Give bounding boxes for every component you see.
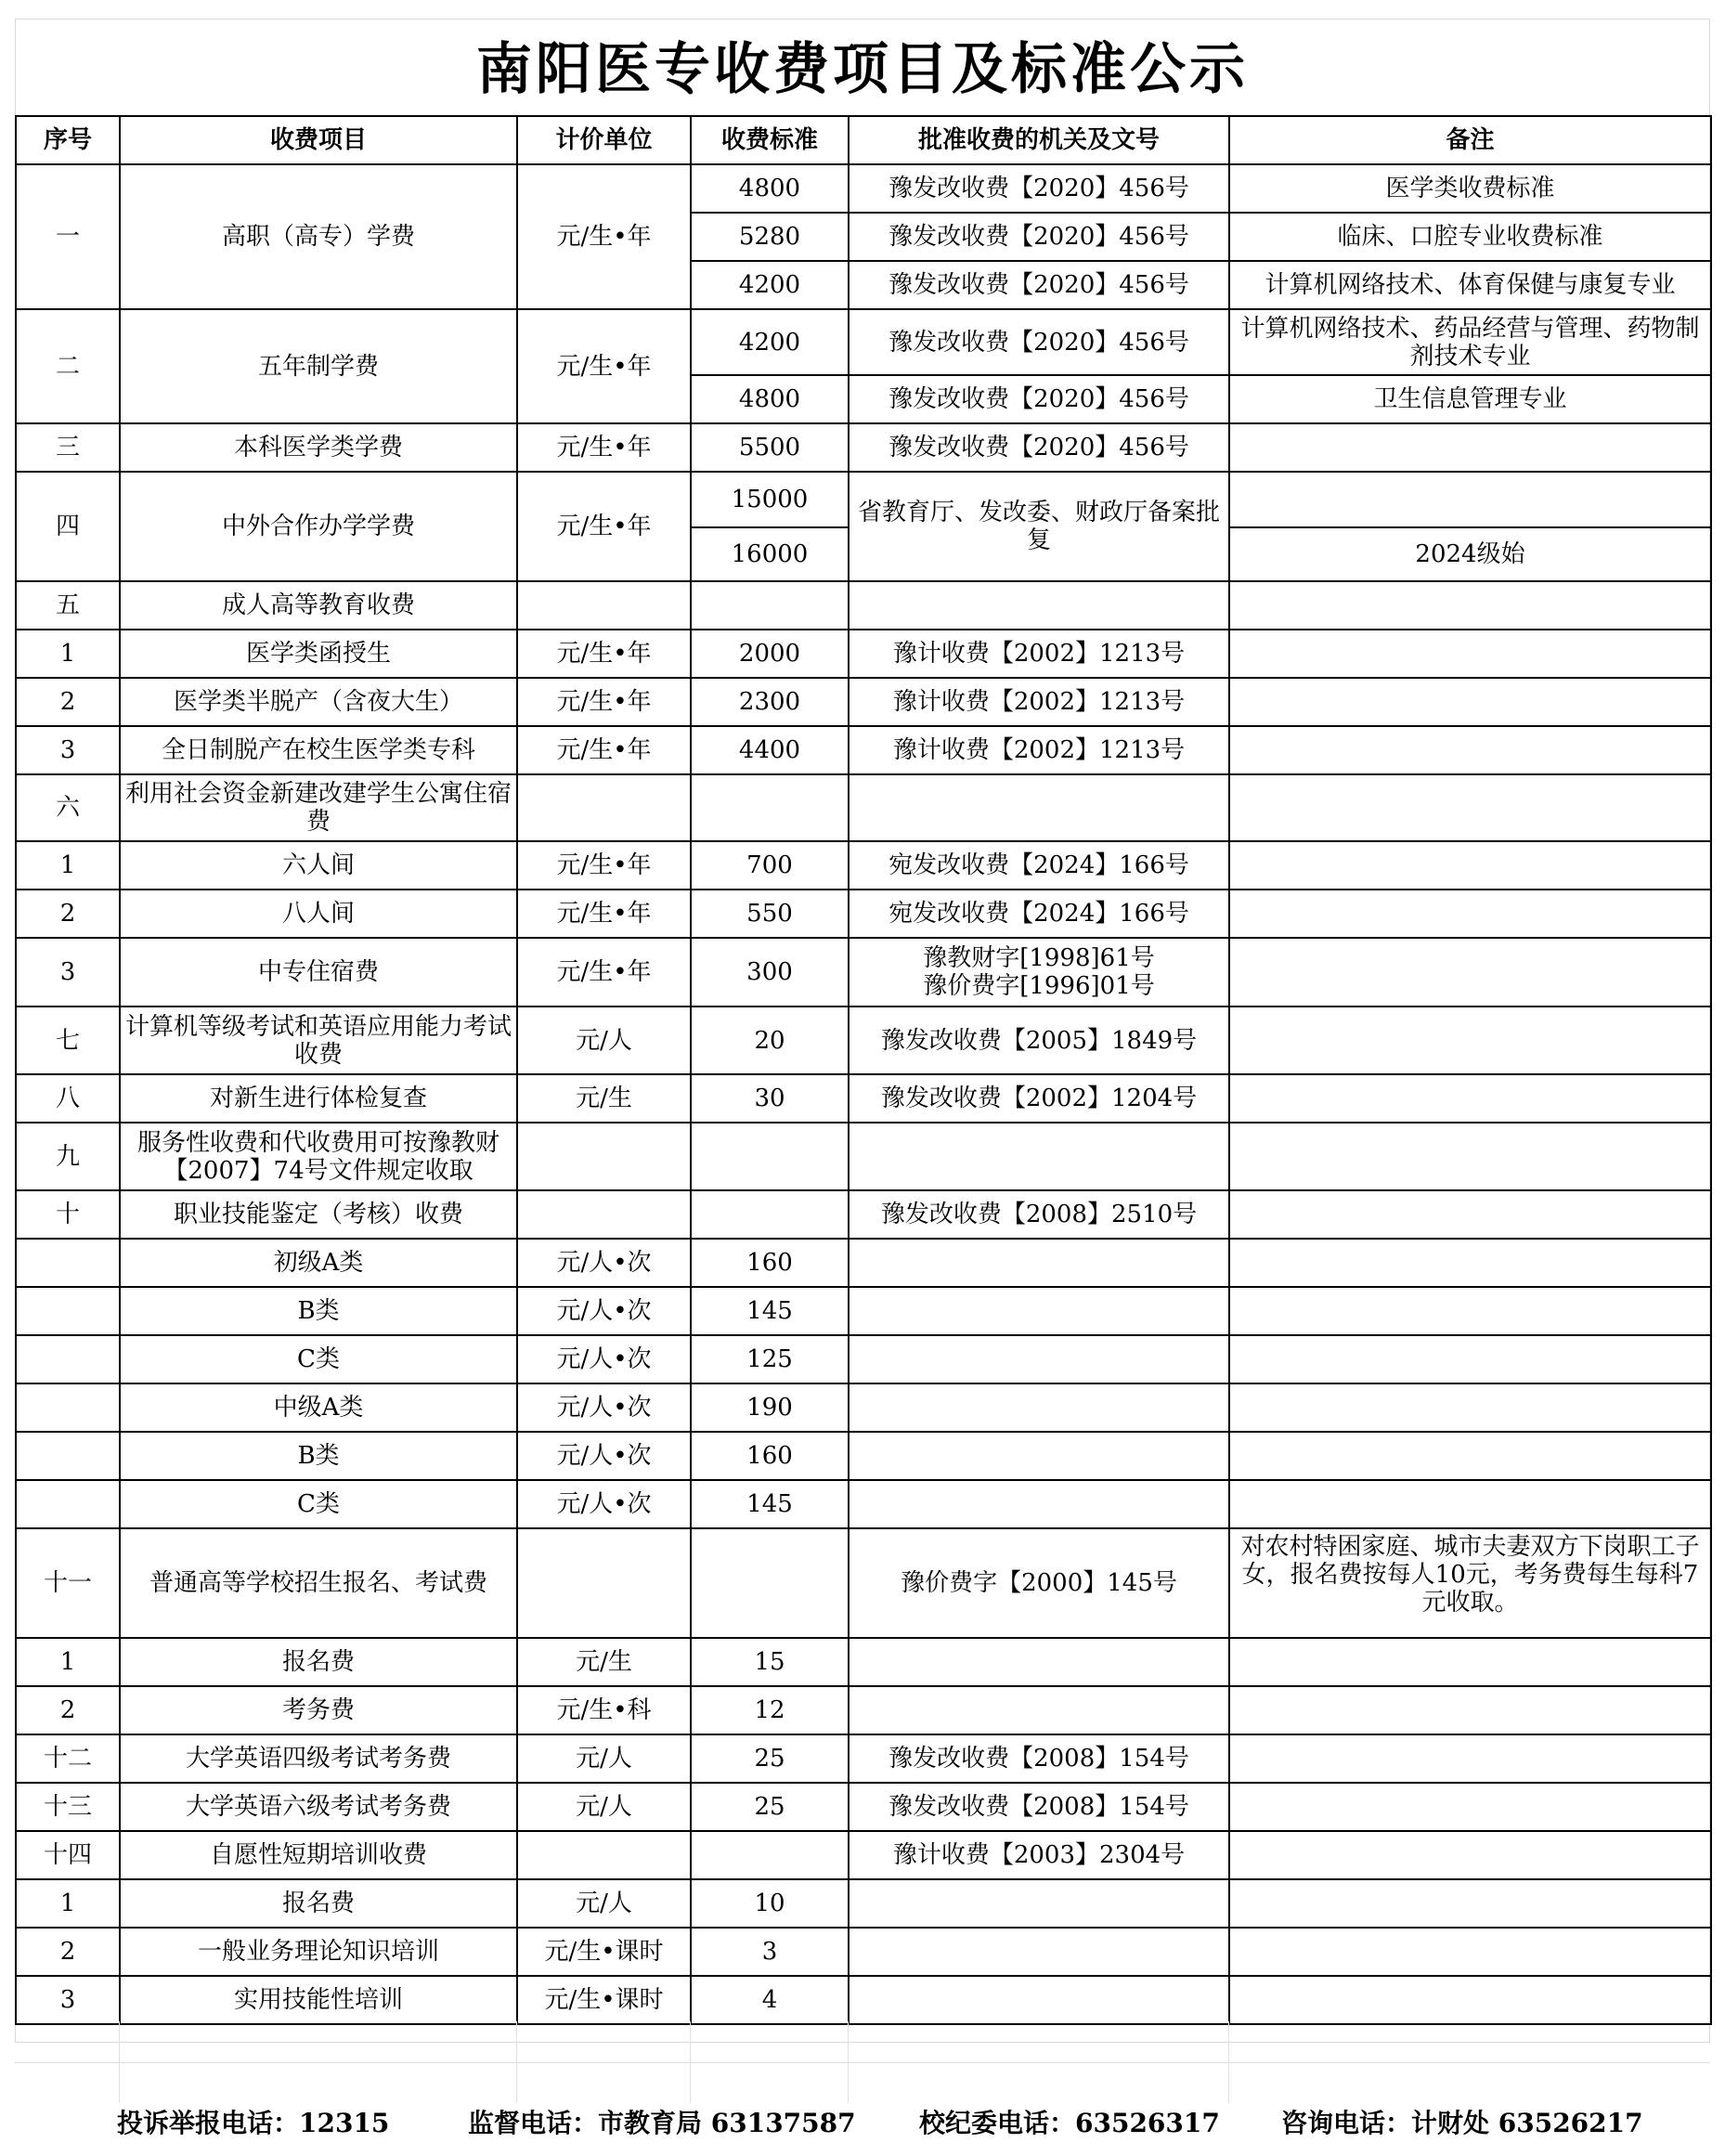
cell-authority: 豫发改收费【2020】456号 — [849, 375, 1229, 423]
table-row — [16, 841, 1711, 890]
cell-standard: 4200 — [691, 309, 849, 375]
cell-standard: 3 — [691, 1928, 849, 1976]
cell-no: 2 — [16, 1928, 120, 1976]
table-row — [16, 1074, 1711, 1123]
header-standard: 收费标准 — [691, 116, 849, 164]
table-row — [16, 678, 1711, 726]
cell-authority: 宛发改收费【2024】166号 — [849, 841, 1229, 890]
fee-table — [15, 115, 1712, 2025]
cell-item: 自愿性短期培训收费 — [120, 1831, 517, 1879]
cell-standard: 160 — [691, 1432, 849, 1480]
cell-no: 1 — [16, 841, 120, 890]
cell-item: 利用社会资金新建改建学生公寓住宿费 — [120, 774, 517, 841]
cell-no: 1 — [16, 1879, 120, 1928]
table-header-row — [16, 116, 1711, 164]
cell-unit: 元/生•科 — [517, 1686, 691, 1734]
table-row — [16, 1734, 1711, 1783]
cell-standard: 5280 — [691, 213, 849, 261]
cell-remark: 2024级始 — [1229, 527, 1711, 581]
cell-standard: 25 — [691, 1783, 849, 1831]
cell-authority: 豫发改收费【2008】154号 — [849, 1734, 1229, 1783]
header-unit: 计价单位 — [517, 116, 691, 164]
cell-standard: 25 — [691, 1734, 849, 1783]
cell-unit: 元/人•次 — [517, 1383, 691, 1432]
cell-no: 十二 — [16, 1734, 120, 1783]
cell-remark: 对农村特困家庭、城市夫妻双方下岗职工子女，报名费按每人10元，考务费每生每科7元收取。 — [1229, 1528, 1711, 1638]
table-row — [16, 630, 1711, 678]
cell-standard: 550 — [691, 890, 849, 938]
table-row — [16, 1638, 1711, 1686]
cell-item: 中专住宿费 — [120, 938, 517, 1007]
consult-phone: 咨询电话：计财处 63526217 — [1281, 2108, 1643, 2138]
cell-authority — [849, 1383, 1229, 1432]
table-row — [16, 1007, 1711, 1074]
cell-no: 三 — [16, 423, 120, 472]
cell-remark: 计算机网络技术、药品经营与管理、药物制剂技术专业 — [1229, 309, 1711, 375]
cell-authority: 豫发改收费【2020】456号 — [849, 164, 1229, 213]
cell-standard — [691, 1123, 849, 1190]
cell-no — [16, 1480, 120, 1528]
cell-remark — [1229, 678, 1711, 726]
table-row — [16, 309, 1711, 375]
cell-unit: 元/人•次 — [517, 1335, 691, 1383]
cell-unit: 元/人•次 — [517, 1432, 691, 1480]
cell-unit: 元/生•课时 — [517, 1928, 691, 1976]
cell-remark: 计算机网络技术、体育保健与康复专业 — [1229, 261, 1711, 309]
cell-unit: 元/人 — [517, 1879, 691, 1928]
cell-no: 二 — [16, 309, 120, 423]
cell-authority: 豫价费字【2000】145号 — [849, 1528, 1229, 1638]
cell-authority — [849, 1480, 1229, 1528]
cell-remark — [1229, 1190, 1711, 1239]
cell-no: 十四 — [16, 1831, 120, 1879]
cell-item: 成人高等教育收费 — [120, 581, 517, 630]
cell-item: B类 — [120, 1287, 517, 1335]
cell-remark — [1229, 1383, 1711, 1432]
table-row — [16, 1335, 1711, 1383]
cell-standard: 16000 — [691, 527, 849, 581]
cell-unit: 元/生•年 — [517, 630, 691, 678]
cell-no: 1 — [16, 630, 120, 678]
cell-standard: 2000 — [691, 630, 849, 678]
cell-standard: 700 — [691, 841, 849, 890]
table-row — [16, 890, 1711, 938]
cell-unit: 元/人•次 — [517, 1480, 691, 1528]
cell-item: 服务性收费和代收费用可按豫教财【2007】74号文件规定收取 — [120, 1123, 517, 1190]
cell-no — [16, 1432, 120, 1480]
cell-standard: 145 — [691, 1480, 849, 1528]
cell-standard: 190 — [691, 1383, 849, 1432]
cell-item: 八人间 — [120, 890, 517, 938]
cell-remark — [1229, 1928, 1711, 1976]
cell-unit: 元/人•次 — [517, 1287, 691, 1335]
cell-remark: 卫生信息管理专业 — [1229, 375, 1711, 423]
cell-remark — [1229, 1831, 1711, 1879]
page-title: 南阳医专收费项目及标准公示 — [476, 37, 1249, 102]
cell-standard: 15000 — [691, 472, 849, 527]
cell-remark — [1229, 1783, 1711, 1831]
cell-standard: 4800 — [691, 164, 849, 213]
cell-authority — [849, 1928, 1229, 1976]
cell-remark — [1229, 1335, 1711, 1383]
cell-unit — [517, 581, 691, 630]
cell-standard — [691, 1831, 849, 1879]
cell-authority: 豫发改收费【2020】456号 — [849, 261, 1229, 309]
cell-no: 1 — [16, 1638, 120, 1686]
cell-no — [16, 1239, 120, 1287]
cell-authority: 豫教财字[1998]61号 豫价费字[1996]01号 — [849, 938, 1229, 1007]
table-row — [16, 1528, 1711, 1638]
cell-unit: 元/生 — [517, 1074, 691, 1123]
header-no: 序号 — [16, 116, 120, 164]
cell-authority: 省教育厅、发改委、财政厅备案批复 — [849, 472, 1229, 581]
cell-unit: 元/人 — [517, 1007, 691, 1074]
cell-remark — [1229, 890, 1711, 938]
cell-no: 十 — [16, 1190, 120, 1239]
cell-standard — [691, 1528, 849, 1638]
cell-item: 本科医学类学费 — [120, 423, 517, 472]
cell-standard: 2300 — [691, 678, 849, 726]
cell-no: 一 — [16, 164, 120, 309]
cell-unit: 元/生•年 — [517, 423, 691, 472]
table-row — [16, 1480, 1711, 1528]
table-row — [16, 1783, 1711, 1831]
cell-item: 中级A类 — [120, 1383, 517, 1432]
table-row — [16, 1239, 1711, 1287]
cell-item: 考务费 — [120, 1686, 517, 1734]
cell-item: B类 — [120, 1432, 517, 1480]
cell-item: C类 — [120, 1480, 517, 1528]
cell-remark — [1229, 1879, 1711, 1928]
cell-authority: 豫发改收费【2020】456号 — [849, 309, 1229, 375]
header-authority: 批准收费的机关及文号 — [849, 116, 1229, 164]
cell-standard: 10 — [691, 1879, 849, 1928]
cell-no — [16, 1287, 120, 1335]
cell-standard: 12 — [691, 1686, 849, 1734]
table-row — [16, 1432, 1711, 1480]
cell-authority: 豫发改收费【2002】1204号 — [849, 1074, 1229, 1123]
cell-standard: 160 — [691, 1239, 849, 1287]
table-row — [16, 1976, 1711, 2024]
cell-unit: 元/人•次 — [517, 1239, 691, 1287]
cell-no: 九 — [16, 1123, 120, 1190]
header-remark: 备注 — [1229, 116, 1711, 164]
cell-no: 2 — [16, 1686, 120, 1734]
cell-authority: 豫发改收费【2020】456号 — [849, 423, 1229, 472]
cell-authority — [849, 1432, 1229, 1480]
cell-authority — [849, 1239, 1229, 1287]
cell-item: 报名费 — [120, 1879, 517, 1928]
cell-item: 初级A类 — [120, 1239, 517, 1287]
cell-unit — [517, 1528, 691, 1638]
cell-item: 医学类函授生 — [120, 630, 517, 678]
cell-remark — [1229, 1638, 1711, 1686]
discipline-phone: 校纪委电话：63526317 — [919, 2108, 1220, 2138]
table-row — [16, 423, 1711, 472]
cell-standard — [691, 1190, 849, 1239]
cell-remark — [1229, 774, 1711, 841]
table-row — [16, 164, 1711, 213]
cell-remark — [1229, 1734, 1711, 1783]
cell-authority: 豫发改收费【2008】154号 — [849, 1783, 1229, 1831]
cell-item: 报名费 — [120, 1638, 517, 1686]
cell-standard: 4 — [691, 1976, 849, 2024]
table-row — [16, 938, 1711, 1007]
cell-unit: 元/生•课时 — [517, 1976, 691, 2024]
cell-remark — [1229, 423, 1711, 472]
cell-unit — [517, 1831, 691, 1879]
header-item: 收费项目 — [120, 116, 517, 164]
cell-item: 医学类半脱产（含夜大生） — [120, 678, 517, 726]
cell-remark — [1229, 1432, 1711, 1480]
supervision-phone: 监督电话：市教育局 63137587 — [468, 2108, 856, 2138]
cell-remark — [1229, 1239, 1711, 1287]
cell-no: 2 — [16, 890, 120, 938]
cell-standard — [691, 774, 849, 841]
cell-no: 3 — [16, 938, 120, 1007]
cell-unit: 元/人 — [517, 1783, 691, 1831]
cell-authority — [849, 1686, 1229, 1734]
cell-standard: 145 — [691, 1287, 849, 1335]
cell-item: 职业技能鉴定（考核）收费 — [120, 1190, 517, 1239]
cell-no: 十一 — [16, 1528, 120, 1638]
cell-standard: 4800 — [691, 375, 849, 423]
cell-authority: 豫发改收费【2008】2510号 — [849, 1190, 1229, 1239]
cell-authority: 豫计收费【2002】1213号 — [849, 630, 1229, 678]
table-row — [16, 472, 1711, 527]
cell-unit: 元/人 — [517, 1734, 691, 1783]
cell-unit: 元/生•年 — [517, 841, 691, 890]
table-row — [16, 774, 1711, 841]
cell-authority — [849, 1879, 1229, 1928]
cell-item: C类 — [120, 1335, 517, 1383]
cell-standard: 20 — [691, 1007, 849, 1074]
cell-item: 高职（高专）学费 — [120, 164, 517, 309]
cell-no — [16, 1383, 120, 1432]
table-row — [16, 1928, 1711, 1976]
cell-no: 八 — [16, 1074, 120, 1123]
cell-remark — [1229, 630, 1711, 678]
cell-item: 六人间 — [120, 841, 517, 890]
cell-standard: 125 — [691, 1335, 849, 1383]
table-row — [16, 1383, 1711, 1432]
cell-unit: 元/生•年 — [517, 164, 691, 309]
cell-item: 五年制学费 — [120, 309, 517, 423]
table-row — [16, 726, 1711, 774]
cell-remark — [1229, 1480, 1711, 1528]
table-row — [16, 1190, 1711, 1239]
cell-standard — [691, 581, 849, 630]
cell-remark: 临床、口腔专业收费标准 — [1229, 213, 1711, 261]
cell-item: 普通高等学校招生报名、考试费 — [120, 1528, 517, 1638]
cell-authority — [849, 1976, 1229, 2024]
cell-standard: 4400 — [691, 726, 849, 774]
cell-item: 全日制脱产在校生医学类专科 — [120, 726, 517, 774]
cell-authority: 豫计收费【2002】1213号 — [849, 726, 1229, 774]
cell-unit: 元/生•年 — [517, 938, 691, 1007]
table-row — [16, 1831, 1711, 1879]
table-row — [16, 1287, 1711, 1335]
cell-authority — [849, 1335, 1229, 1383]
cell-remark — [1229, 1007, 1711, 1074]
empty-grid-rows — [15, 2021, 1710, 2103]
cell-item: 对新生进行体检复查 — [120, 1074, 517, 1123]
cell-item: 中外合作办学学费 — [120, 472, 517, 581]
cell-standard: 5500 — [691, 423, 849, 472]
cell-no: 六 — [16, 774, 120, 841]
cell-unit: 元/生•年 — [517, 678, 691, 726]
cell-standard: 15 — [691, 1638, 849, 1686]
cell-remark — [1229, 726, 1711, 774]
cell-unit: 元/生•年 — [517, 309, 691, 423]
table-row — [16, 581, 1711, 630]
cell-authority: 豫发改收费【2005】1849号 — [849, 1007, 1229, 1074]
cell-unit: 元/生 — [517, 1638, 691, 1686]
cell-standard: 300 — [691, 938, 849, 1007]
cell-remark — [1229, 1686, 1711, 1734]
cell-no: 五 — [16, 581, 120, 630]
cell-authority — [849, 1287, 1229, 1335]
cell-authority — [849, 1638, 1229, 1686]
cell-standard: 4200 — [691, 261, 849, 309]
cell-remark — [1229, 841, 1711, 890]
table-row — [16, 1879, 1711, 1928]
cell-remark — [1229, 581, 1711, 630]
cell-item: 大学英语四级考试考务费 — [120, 1734, 517, 1783]
table-row — [16, 1686, 1711, 1734]
cell-no: 2 — [16, 678, 120, 726]
cell-standard: 30 — [691, 1074, 849, 1123]
cell-no: 四 — [16, 472, 120, 581]
cell-authority: 豫计收费【2003】2304号 — [849, 1831, 1229, 1879]
cell-unit — [517, 1123, 691, 1190]
cell-authority: 豫发改收费【2020】456号 — [849, 213, 1229, 261]
table-row — [16, 1123, 1711, 1190]
complaint-phone: 投诉举报电话：12315 — [117, 2108, 390, 2138]
cell-remark — [1229, 1287, 1711, 1335]
cell-no — [16, 1335, 120, 1383]
cell-no: 3 — [16, 726, 120, 774]
cell-remark — [1229, 1074, 1711, 1123]
footer-contacts — [15, 2100, 1710, 2147]
cell-remark — [1229, 1976, 1711, 2024]
cell-unit — [517, 774, 691, 841]
cell-remark — [1229, 938, 1711, 1007]
cell-remark — [1229, 472, 1711, 527]
cell-unit: 元/生•年 — [517, 890, 691, 938]
cell-item: 实用技能性培训 — [120, 1976, 517, 2024]
cell-authority: 豫计收费【2002】1213号 — [849, 678, 1229, 726]
cell-authority: 宛发改收费【2024】166号 — [849, 890, 1229, 938]
cell-remark — [1229, 1123, 1711, 1190]
cell-no: 七 — [16, 1007, 120, 1074]
cell-unit: 元/生•年 — [517, 726, 691, 774]
cell-unit — [517, 1190, 691, 1239]
cell-no: 十三 — [16, 1783, 120, 1831]
cell-item: 一般业务理论知识培训 — [120, 1928, 517, 1976]
cell-authority — [849, 1123, 1229, 1190]
cell-authority — [849, 774, 1229, 841]
cell-item: 计算机等级考试和英语应用能力考试收费 — [120, 1007, 517, 1074]
cell-item: 大学英语六级考试考务费 — [120, 1783, 517, 1831]
cell-authority — [849, 581, 1229, 630]
cell-remark: 医学类收费标准 — [1229, 164, 1711, 213]
cell-no: 3 — [16, 1976, 120, 2024]
cell-unit: 元/生•年 — [517, 472, 691, 581]
